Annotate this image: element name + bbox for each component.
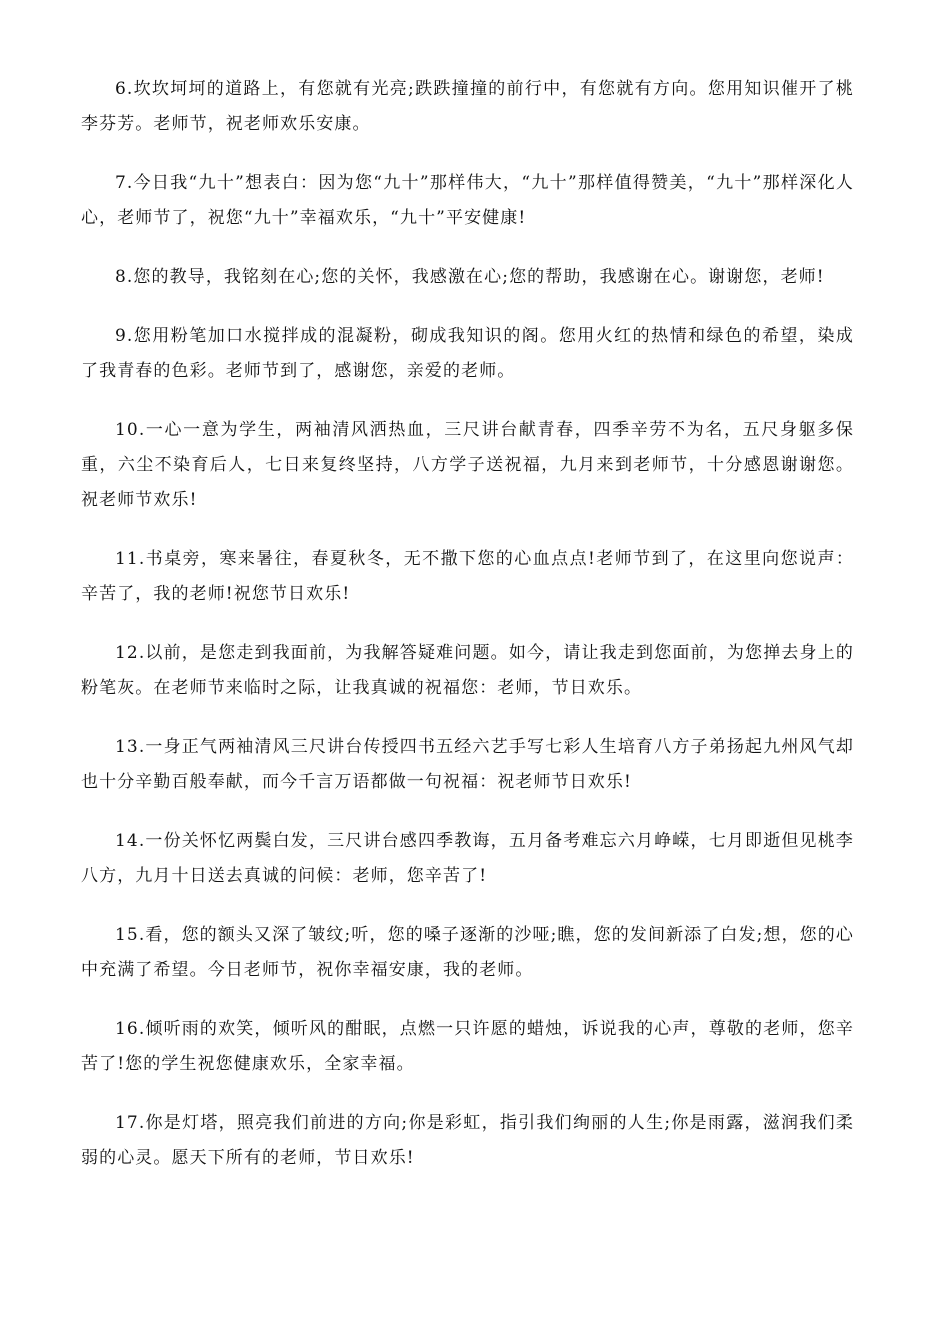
greeting-paragraph-10: 10.一心一意为学生，两袖清风洒热血，三尺讲台献青春，四季辛劳不为名，五尺身躯多保重，六尘不染育后人，七日来复终坚持，八方学子送祝福，九月来到老师节，十分感恩谢谢您。祝老师节欢乐! xyxy=(81,420,854,510)
greeting-paragraph-17: 17.你是灯塔，照亮我们前进的方向;你是彩虹，指引我们绚丽的人生;你是雨露，滋润我们柔弱的心灵。愿天下所有的老师，节日欢乐! xyxy=(81,1113,854,1168)
greeting-paragraph-11: 11.书桌旁，寒来暑往，春夏秋冬，无不撒下您的心血点点!老师节到了，在这里向您说声：辛苦了，我的老师!祝您节日欢乐! xyxy=(81,549,854,604)
greeting-paragraph-16: 16.倾听雨的欢笑，倾听风的酣眠，点燃一只许愿的蜡烛，诉说我的心声，尊敬的老师，您辛苦了!您的学生祝您健康欢乐，全家幸福。 xyxy=(81,1019,854,1074)
greeting-paragraph-15: 15.看，您的额头又深了皱纹;听，您的嗓子逐渐的沙哑;瞧，您的发间新添了白发;想，您的心中充满了希望。今日老师节，祝你幸福安康，我的老师。 xyxy=(81,925,854,980)
greeting-paragraph-12: 12.以前，是您走到我面前，为我解答疑难问题。如今，请让我走到您面前，为您掸去身上的粉笔灰。在老师节来临时之际，让我真诚的祝福您：老师，节日欢乐。 xyxy=(81,643,854,698)
greeting-paragraph-14: 14.一份关怀忆两鬓白发，三尺讲台感四季教诲，五月备考难忘六月峥嵘，七月即逝但见桃李八方，九月十日送去真诚的问候：老师，您辛苦了! xyxy=(81,831,854,886)
greeting-paragraph-8: 8.您的教导，我铭刻在心;您的关怀，我感激在心;您的帮助，我感谢在心。谢谢您，老师! xyxy=(115,267,825,287)
greeting-paragraph-6: 6.坎坎坷坷的道路上，有您就有光亮;跌跌撞撞的前行中，有您就有方向。您用知识催开了桃李芬芳。老师节，祝老师欢乐安康。 xyxy=(81,79,854,134)
greeting-paragraph-7: 7.今日我“九十”想表白：因为您“九十”那样伟大，“九十”那样值得赞美，“九十”那样深化人心，老师节了，祝您“九十”幸福欢乐，“九十”平安健康! xyxy=(81,173,854,228)
greeting-paragraph-9: 9.您用粉笔加口水搅拌成的混凝粉，砌成我知识的阁。您用火红的热情和绿色的希望，染成了我青春的色彩。老师节到了，感谢您，亲爱的老师。 xyxy=(81,326,854,381)
greeting-paragraph-13: 13.一身正气两袖清风三尺讲台传授四书五经六艺手写七彩人生培育八方子弟扬起九州风气却也十分辛勤百般奉献，而今千言万语都做一句祝福：祝老师节日欢乐! xyxy=(81,737,854,792)
